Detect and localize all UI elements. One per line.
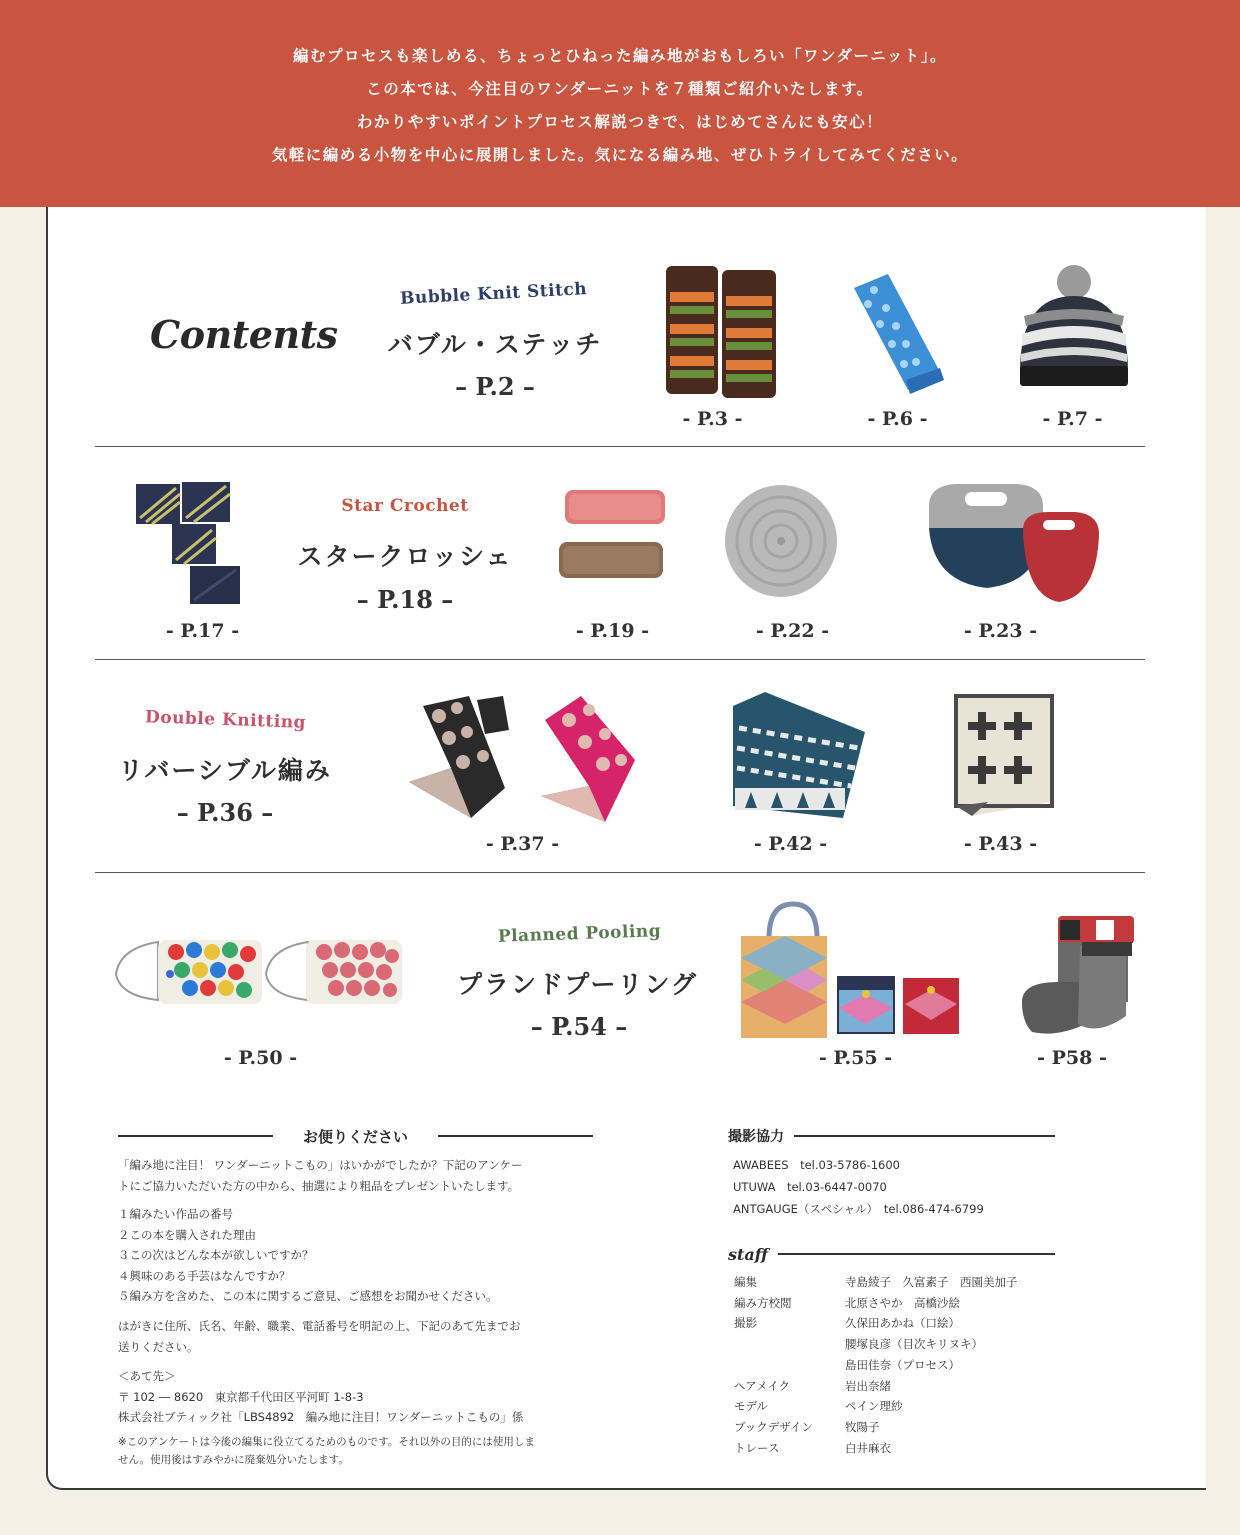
notes-line: 「編み地に注目！ ワンダーニットこもの」はいかがでしたか？下記のアンケー bbox=[118, 1158, 523, 1172]
beanie-photo bbox=[1012, 262, 1137, 390]
staff-role: トレース bbox=[734, 1440, 780, 1455]
staff-table bbox=[734, 1272, 1018, 1458]
page-label: - P.37 - bbox=[485, 833, 560, 855]
bags-photo bbox=[925, 478, 1105, 608]
staff-row bbox=[734, 1272, 1018, 1293]
staff-name: 牧陽子 bbox=[845, 1419, 880, 1434]
page-label: - P.55 - bbox=[818, 1047, 893, 1069]
page-label: - P.22 - bbox=[755, 620, 830, 642]
notes-postcard bbox=[118, 1316, 598, 1357]
notes-question: １編みたい作品の番号 bbox=[118, 1207, 233, 1221]
credits-heading bbox=[728, 1124, 1055, 1148]
staff-role: ブックデザイン bbox=[734, 1419, 813, 1434]
section-divider bbox=[95, 446, 1145, 447]
page-label: - P.17 - bbox=[165, 620, 240, 642]
notes-line: せん。使用後はすみやかに廃棄処分いたします。 bbox=[118, 1454, 349, 1466]
tote-pouches-photo bbox=[735, 898, 965, 1043]
staff-name: 白井麻衣 bbox=[845, 1440, 891, 1455]
leg-warmers-photo bbox=[660, 262, 785, 402]
notes-question: ３この次はどんな本が欲しいですか？ bbox=[118, 1248, 314, 1262]
teal-blanket-photo bbox=[725, 688, 870, 823]
notes-heading-text: お便りください bbox=[303, 1127, 409, 1146]
staff-name: 腰塚良彦（目次キリヌキ） bbox=[845, 1337, 983, 1352]
notes-question: ４興味のある手芸はなんですか？ bbox=[118, 1268, 291, 1283]
page-label: - P.3 - bbox=[682, 408, 743, 430]
notes-line: 送りください。 bbox=[118, 1339, 199, 1354]
section-divider bbox=[95, 872, 1145, 873]
staff-row bbox=[734, 1334, 1018, 1355]
staff-row bbox=[734, 1313, 1018, 1334]
staff-name: 久保田あかね（口絵） bbox=[845, 1316, 960, 1331]
credits-heading-text: 撮影協力 bbox=[728, 1129, 784, 1145]
staff-role bbox=[734, 1334, 845, 1355]
section-title-jp: スタークロッシェ bbox=[297, 542, 513, 571]
page-label: - P.43 - bbox=[963, 833, 1038, 855]
masks-photo bbox=[110, 930, 410, 1020]
staff-row bbox=[734, 1293, 1018, 1314]
staff-heading-text: staff bbox=[728, 1244, 768, 1264]
staff-name: 岩出奈緒 bbox=[845, 1378, 891, 1393]
staff-name: ペイン理紗 bbox=[845, 1399, 903, 1414]
staff-row bbox=[734, 1438, 1018, 1459]
staff-role: 編み方校閲 bbox=[734, 1295, 792, 1310]
notes-disclaimer bbox=[118, 1433, 598, 1469]
beret-photo bbox=[722, 482, 840, 600]
staff-role: モデル bbox=[734, 1399, 768, 1414]
cross-blanket-photo bbox=[948, 690, 1058, 820]
notes-heading bbox=[118, 1124, 593, 1148]
section-page: – P.18 – bbox=[356, 585, 454, 614]
section-title-jp: プランドプーリング bbox=[456, 970, 698, 999]
page-label: - P.23 - bbox=[963, 620, 1038, 642]
staff-name: 寺島綾子 久富素子 西園美加子 bbox=[845, 1275, 1018, 1289]
page-label: - P.19 - bbox=[575, 620, 650, 642]
notes-address bbox=[118, 1366, 598, 1428]
credit-line: ANTGAUGE（スペシャル） tel.086-474-6799 bbox=[733, 1202, 984, 1216]
section-page: – P.54 – bbox=[530, 1012, 628, 1041]
section-title-jp: バブル・ステッチ bbox=[387, 330, 603, 359]
staff-name: 島田佳奈（プロセス） bbox=[845, 1357, 960, 1372]
contents-title: Contents bbox=[150, 312, 338, 357]
section-title-en: Bubble Knit Stitch bbox=[399, 279, 588, 309]
notes-line: はがきに住所、氏名、年齢、職業、電話番号を明記の上、下記のあて先までお bbox=[118, 1319, 521, 1333]
section-page: – P.36 – bbox=[176, 798, 274, 827]
section-title-en: Star Crochet bbox=[341, 496, 469, 516]
staff-row bbox=[734, 1376, 1018, 1397]
staff-row bbox=[734, 1396, 1018, 1417]
coasters-photo bbox=[132, 478, 252, 608]
blue-scarf-photo bbox=[848, 268, 948, 398]
notes-question: ５編み方を含めた、この本に関するご意見、ご感想をお聞かせください。 bbox=[118, 1289, 498, 1303]
notes-line: トにご協力いただいた方の中から、抽選により粗品をプレゼントいたします。 bbox=[118, 1178, 520, 1193]
section-title-en: Planned Pooling bbox=[497, 921, 662, 947]
intro-line: 編むプロセスも楽しめる、ちょっとひねった編み地がおもしろい「ワンダーニット」。 bbox=[292, 46, 947, 65]
staff-role: 撮影 bbox=[734, 1316, 757, 1331]
notes-line: ＜あて先＞ bbox=[118, 1369, 176, 1383]
notes-line: 株式会社ブティック社「LBS4892 編み地に注目！ワンダーニットこもの」係 bbox=[118, 1410, 524, 1424]
socks-photo bbox=[1018, 912, 1138, 1042]
section-title-jp: リバーシブル編み bbox=[118, 756, 332, 785]
intro-line: 気軽に編める小物を中心に展開しました。気になる編み地、ぜひトライしてみてください。 bbox=[271, 145, 969, 164]
intro-line: この本では、今注目のワンダーニットを７種類ご紹介いたします。 bbox=[366, 79, 874, 98]
page-label: - P.6 - bbox=[867, 408, 928, 430]
page-label: - P.50 - bbox=[223, 1047, 298, 1069]
credits-list bbox=[733, 1154, 984, 1220]
notes-line: 〒 102 ― 8620 東京都千代田区平河町 1-8-3 bbox=[118, 1389, 364, 1404]
section-page: – P.2 – bbox=[455, 372, 535, 401]
section-divider bbox=[95, 659, 1145, 660]
headbands-photo bbox=[555, 484, 675, 584]
page-label: - P.7 - bbox=[1042, 408, 1103, 430]
notes-intro bbox=[118, 1155, 598, 1196]
staff-role: ヘアメイク bbox=[734, 1378, 791, 1393]
intro-banner bbox=[0, 0, 1240, 207]
staff-row bbox=[734, 1355, 1018, 1376]
notes-questions bbox=[118, 1204, 598, 1307]
staff-heading bbox=[728, 1242, 1055, 1266]
section-title-en: Double Knitting bbox=[144, 707, 307, 733]
page-label: - P58 - bbox=[1037, 1047, 1107, 1069]
staff-name: 北原さやか 高橋沙絵 bbox=[845, 1295, 960, 1310]
credit-line: UTUWA tel.03-6447-0070 bbox=[733, 1180, 887, 1194]
intro-line: わかりやすいポイントプロセス解説つきで、はじめてさんにも安心！ bbox=[356, 112, 884, 131]
notes-line: ※このアンケートは今後の編集に役立てるためのものです。それ以外の目的には使用しま bbox=[118, 1436, 535, 1448]
dotted-scarves-photo bbox=[405, 690, 645, 825]
notes-question: ２この本を購入された理由 bbox=[118, 1227, 256, 1242]
credit-line: AWABEES tel.03-5786-1600 bbox=[733, 1158, 900, 1172]
staff-role bbox=[734, 1355, 845, 1376]
staff-row bbox=[734, 1417, 1018, 1438]
staff-role: 編集 bbox=[734, 1275, 757, 1289]
page-label: - P.42 - bbox=[753, 833, 828, 855]
